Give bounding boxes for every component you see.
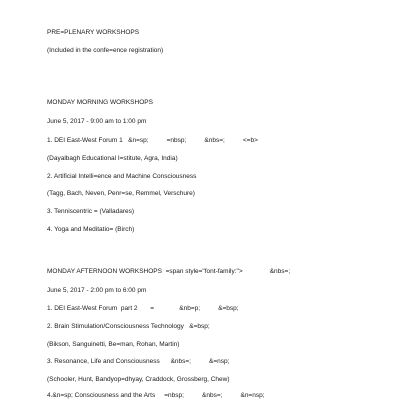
afternoon-item-2-detail: (Bikson, Sanguinetti, Be=man, Rohan, Martin) [47,341,180,348]
morning-item-2: 2. Artificial Intelli=ence and Machine Consciousness [47,173,197,180]
pre-plenary-heading: PRE=PLENARY WORKSHOPS [47,29,140,36]
afternoon-item-3-detail: (Schooler, Hunt, Bandyop=dhyay, Craddock, Grossberg, Chew) [47,376,230,383]
afternoon-date-time: June 5, 2017 - 2:00 pm to 6:00 pm [47,287,147,294]
morning-date-time: June 5, 2017 - 9:00 am to 1:00 pm [47,118,147,125]
afternoon-item-2: 2. Brain Stimulation/Consciousness Technology &=bsp; [47,323,210,330]
morning-item-2-detail: (Tagg, Bach, Neven, Penr=se, Remmel, Verschure) [47,190,195,197]
morning-item-3: 3. Tenniscentric = (Valladares) [47,208,135,215]
afternoon-item-1: 1. DEI East-West Forum part 2 = &nb=p; &=bsp; [47,305,239,312]
afternoon-item-4: 4.&n=sp; Consciousness and the Arts =nbsp; &nbs=; &n=nsp; [47,392,265,399]
morning-item-1-detail: (Dayalbagh Educational I=stitute, Agra, India) [47,155,178,162]
morning-item-4: 4. Yoga and Meditatio= (Birch) [47,226,135,233]
afternoon-item-3: 3. Resonance, Life and Consciousness &nbs=; &=nsp; [47,358,230,365]
monday-afternoon-heading: MONDAY AFTERNOON WORKSHOPS =span style="font-family:"> &nbs=; [47,268,291,275]
registration-note: (Included in the confe=ence registration) [47,47,164,54]
morning-item-1: 1. DEI East-West Forum 1 &n=sp; =nbsp; &nbs=; <=b> [47,137,258,144]
monday-morning-heading: MONDAY MORNING WORKSHOPS [47,99,153,106]
